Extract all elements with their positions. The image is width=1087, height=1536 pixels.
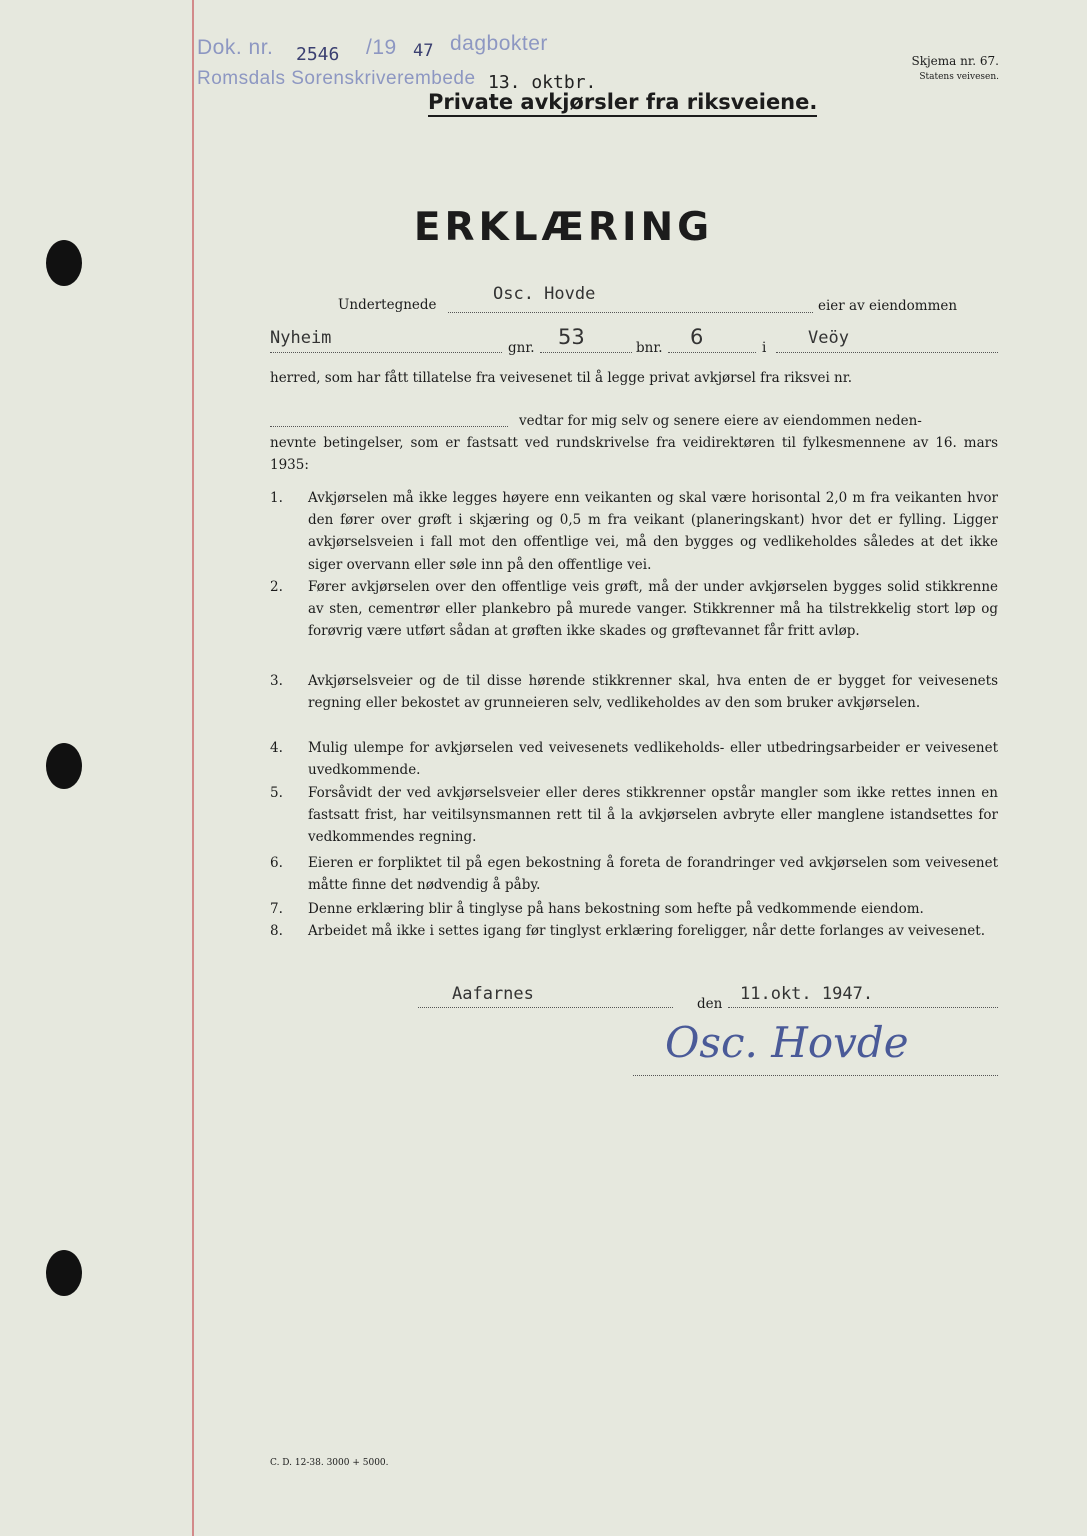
clause-item	[270, 898, 998, 920]
header-title: Private avkjørsler fra riksveiene.	[428, 90, 817, 117]
stamp-dok-label: Dok. nr.	[197, 36, 274, 59]
undertegnede-label: Undertegnede	[338, 297, 437, 313]
clause-item	[270, 487, 998, 576]
gnr-value: 53	[558, 325, 585, 349]
punch-hole	[46, 743, 82, 789]
clause-text: Eieren er forpliktet til på egen bekostning å foreta de forandringer ved avkjørselen som veivesenet måtte finne det nødvendig å påby.	[308, 855, 998, 894]
stamp-year-suffix: 47	[413, 41, 434, 61]
eier-label: eier av eiendommen	[818, 298, 958, 314]
clause-number: 2.	[270, 579, 283, 595]
undertegnede-value: Osc. Hovde	[493, 284, 596, 304]
eiendom-line	[270, 352, 502, 353]
stamp-date: 13. oktbr.	[488, 72, 597, 93]
body-para-herred: herred, som har fått tillatelse fra veivesenet til å legge privat avkjørsel fra riksvei nr.	[270, 370, 853, 386]
bnr-value: 6	[690, 325, 704, 349]
footer-code: C. D. 12-38. 3000 + 5000.	[270, 1458, 389, 1468]
clause-text: Arbeidet må ikke i settes igang før tinglyst erklæring foreligger, når dette forlanges av veivesenet.	[308, 923, 985, 939]
herred-value: Veöy	[808, 328, 849, 348]
i-label: i	[762, 340, 767, 356]
gnr-line	[540, 352, 632, 353]
clause-text: Denne erklæring blir å tinglyse på hans bekostning som hefte på vedkommende eiendom.	[308, 901, 924, 917]
clause-number: 8.	[270, 923, 283, 939]
page-title: ERKLÆRING	[413, 205, 714, 250]
clause-text: Avkjørselsveier og de til disse hørende stikkrenner skal, hva enten de er bygget for veivesenets regning eller bekostet av grunneieren selv, vedlikeholdes av den som bruker avkjørselen.	[308, 673, 998, 712]
place-line	[418, 1007, 673, 1008]
gnr-label: gnr.	[508, 340, 535, 356]
stamp-office: Romsdals Sorenskriverembede	[197, 68, 476, 89]
clause-text: Fører avkjørselen over den offentlige veis grøft, må der under avkjørselen bygges solid stikkrenne av sten, cementrør eller plankebro på murede vanger. Stikkrenner må ha tilstrekkelig stort løp og forøvrig være utført sådan at grøften ikke skades og grøftevannet får fritt avløp.	[308, 579, 998, 640]
date-value: 11.okt. 1947.	[740, 984, 874, 1004]
place-value: Aafarnes	[452, 984, 534, 1004]
date-line	[728, 1007, 998, 1008]
form-number: Skjema nr. 67.	[911, 54, 999, 68]
clause-item	[270, 782, 998, 849]
form-id	[911, 53, 999, 85]
bnr-label: bnr.	[636, 340, 663, 356]
clause-item	[270, 576, 998, 643]
clause-number: 7.	[270, 901, 283, 917]
riksvei-line	[270, 426, 508, 427]
clause-text: Forsåvidt der ved avkjørselsveier eller deres stikkrenner opstår mangler som ikke rettes innen en fastsatt frist, har veitilsynsmannen rett til å la avkjørselen avbryte eller manglene istandsettes for vedkommendes regning.	[308, 785, 998, 846]
den-label: den	[697, 996, 723, 1012]
eiendom-value: Nyheim	[270, 328, 332, 348]
clause-number: 3.	[270, 673, 283, 689]
punch-hole	[46, 1250, 82, 1296]
clause-number: 6.	[270, 855, 283, 871]
clause-text: Avkjørselen må ikke legges høyere enn veikanten og skal være horisontal 2,0 m fra veikanten hvor den fører over grøft i skjæring og 0,5 m fra veikant (planeringskant) hvor det er fylling. Ligger avkjørselsveien i fall mot den offentlige vei, må den bygges og vedlikeholdes således at det ikke siger overvann eller søle inn på den offentlige vei.	[308, 490, 998, 573]
clause-item	[270, 737, 998, 781]
clause-number: 4.	[270, 740, 283, 756]
bnr-line	[668, 352, 756, 353]
clause-number: 5.	[270, 785, 283, 801]
stamp-year-prefix: /19	[366, 36, 397, 59]
signature: Osc. Hovde	[665, 1018, 909, 1067]
form-agency: Statens veivesen.	[919, 72, 999, 82]
body-para-betingelser: nevnte betingelser, som er fastsatt ved rundskrivelse fra veidirektøren til fylkesmennene av 16. mars 1935:	[270, 435, 998, 474]
clause-item	[270, 670, 998, 714]
herred-line	[776, 352, 998, 353]
clause-item	[270, 920, 998, 942]
signature-line	[633, 1075, 998, 1076]
clause-text: Mulig ulempe for avkjørselen ved veivesenets vedlikeholds- eller utbedringsarbeider er veivesenet uvedkommende.	[308, 740, 998, 779]
clause-number: 1.	[270, 490, 283, 506]
body-para-vedtar: vedtar for mig selv og senere eiere av eiendommen neden-	[519, 413, 922, 429]
stamp-dagbok: dagbokter	[450, 32, 548, 55]
clause-item	[270, 852, 998, 896]
undertegnede-line	[448, 312, 813, 313]
stamp-dok-number: 2546	[296, 44, 340, 65]
